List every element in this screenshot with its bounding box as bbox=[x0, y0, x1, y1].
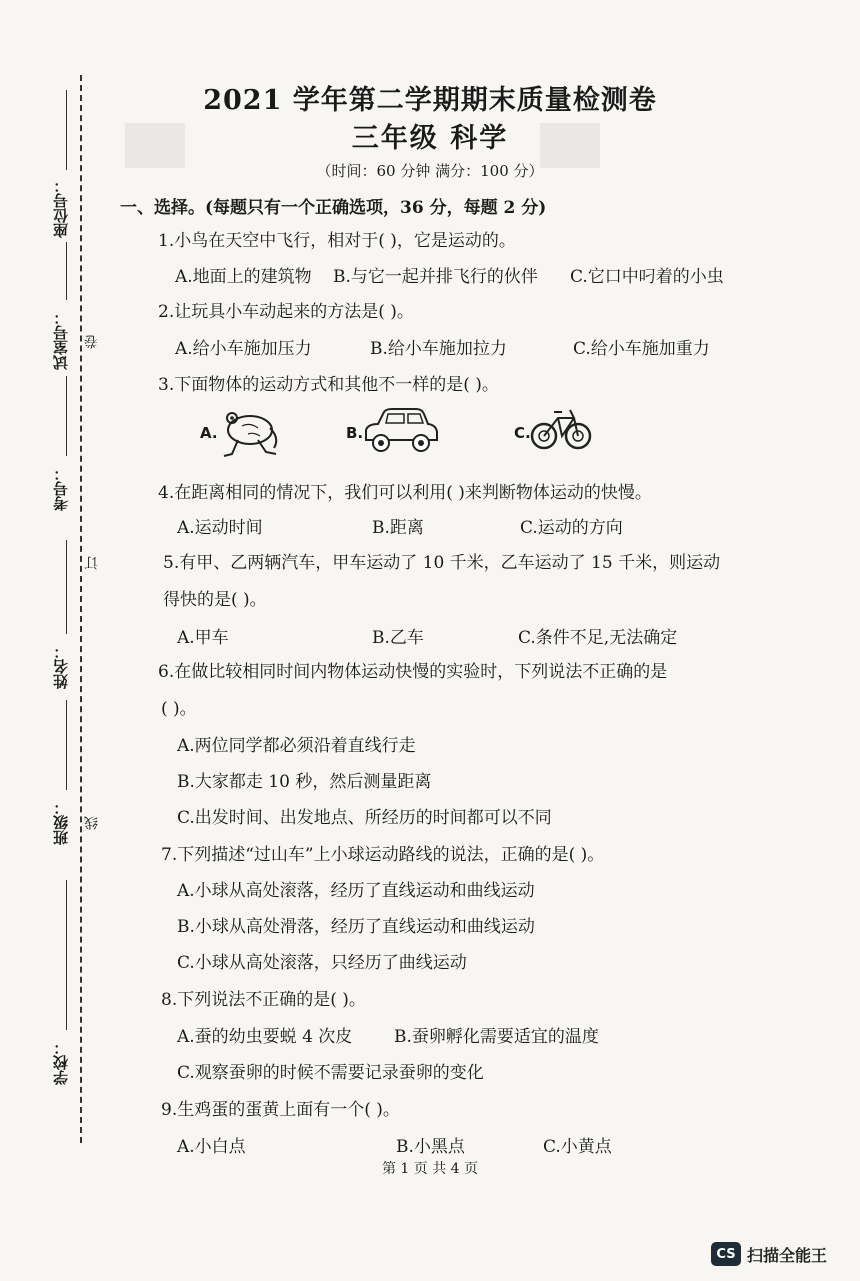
question-5-line-2: 得快的是( )。 bbox=[163, 590, 267, 610]
exam-number-label: 考号： bbox=[52, 466, 70, 511]
camscanner-logo-icon: CS bbox=[711, 1242, 741, 1266]
q4-option-c: C.运动的方向 bbox=[520, 518, 623, 538]
q6-option-c: C.出发时间、出发地点、所经历的时间都可以不同 bbox=[177, 808, 552, 828]
cut-mark-xian: 线 bbox=[84, 816, 100, 830]
q5-option-c: C.条件不足,无法确定 bbox=[518, 628, 678, 648]
q2-option-a: A.给小车施加压力 bbox=[175, 339, 312, 359]
school-label: 学校： bbox=[52, 1040, 70, 1085]
question-6-line-2: ( )。 bbox=[161, 699, 197, 719]
q4-option-b: B.距离 bbox=[372, 518, 424, 538]
scanner-watermark bbox=[711, 1242, 827, 1266]
q7-option-c: C.小球从高处滚落，只经历了曲线运动 bbox=[177, 953, 467, 973]
school-line bbox=[66, 880, 67, 1030]
frog-icon bbox=[218, 402, 283, 462]
question-4: 4.在距离相同的情况下，我们可以利用( )来判断物体运动的快慢。 bbox=[158, 483, 652, 503]
exam-subtitle: 三年级 科学 bbox=[351, 123, 509, 154]
question-7: 7.下列描述“过山车”上小球运动路线的说法，正确的是( )。 bbox=[161, 845, 605, 865]
q5-option-a: A.甲车 bbox=[177, 628, 229, 648]
bicycle-icon bbox=[530, 402, 594, 454]
class-label: 班级： bbox=[52, 800, 70, 845]
binding-dashed-line bbox=[80, 75, 82, 1143]
page-number: 第 1 页 共 4 页 bbox=[381, 1161, 479, 1177]
question-1: 1.小鸟在天空中飞行，相对于( )，它是运动的。 bbox=[158, 231, 516, 251]
q1-option-c: C.它口中叼着的小虫 bbox=[570, 267, 724, 287]
section-heading: 一、选择。(每题只有一个正确选项，36 分，每题 2 分) bbox=[120, 198, 547, 218]
cut-mark-juan: 卷 bbox=[84, 335, 100, 349]
q8-option-c: C.观察蚕卵的时候不需要记录蚕卵的变化 bbox=[177, 1063, 484, 1083]
q7-option-b: B.小球从高处滑落，经历了直线运动和曲线运动 bbox=[177, 917, 535, 937]
exam-title: 2021 学年第二学期期末质量检测卷 bbox=[203, 85, 657, 116]
question-3: 3.下面物体的运动方式和其他不一样的是( )。 bbox=[158, 375, 499, 395]
question-5-line-1: 5.有甲、乙两辆汽车，甲车运动了 10 千米，乙车运动了 15 千米，则运动 bbox=[163, 553, 721, 573]
q1-option-a: A.地面上的建筑物 bbox=[175, 267, 312, 287]
seat-number-label: 座位号： bbox=[52, 178, 70, 238]
watermark-text: 扫描全能王 bbox=[747, 1245, 828, 1265]
room-number-line bbox=[66, 242, 67, 300]
q3-option-c: C. bbox=[514, 424, 531, 442]
q2-option-c: C.给小车施加重力 bbox=[573, 339, 710, 359]
q6-option-a: A.两位同学都必须沿着直线行走 bbox=[177, 736, 416, 756]
cut-mark-ding: 订 bbox=[84, 556, 100, 570]
room-number-label: 试室号： bbox=[52, 310, 70, 370]
class-line bbox=[66, 700, 67, 790]
q5-option-b: B.乙车 bbox=[372, 628, 424, 648]
q9-option-c: C.小黄点 bbox=[543, 1137, 612, 1157]
q7-option-a: A.小球从高处滚落，经历了直线运动和曲线运动 bbox=[177, 881, 535, 901]
question-2: 2.让玩具小车动起来的方法是( )。 bbox=[158, 302, 414, 322]
exam-number-line bbox=[66, 376, 67, 456]
exam-info: （时间：60 分钟 满分：100 分） bbox=[316, 162, 544, 180]
q9-option-a: A.小白点 bbox=[177, 1137, 246, 1157]
q1-option-b: B.与它一起并排飞行的伙伴 bbox=[333, 267, 538, 287]
q3-option-a: A. bbox=[200, 424, 218, 442]
question-8: 8.下列说法不正确的是( )。 bbox=[161, 990, 366, 1010]
question-9: 9.生鸡蛋的蛋黄上面有一个( )。 bbox=[161, 1100, 400, 1120]
q3-option-b: B. bbox=[346, 424, 364, 442]
q6-option-b: B.大家都走 10 秒，然后测量距离 bbox=[177, 772, 432, 792]
name-label: 姓名： bbox=[52, 644, 70, 689]
q8-option-a: A.蚕的幼虫要蜕 4 次皮 bbox=[177, 1027, 353, 1047]
q9-option-b: B.小黑点 bbox=[396, 1137, 465, 1157]
car-icon bbox=[362, 406, 440, 456]
name-line bbox=[66, 540, 67, 634]
q2-option-b: B.给小车施加拉力 bbox=[370, 339, 507, 359]
q4-option-a: A.运动时间 bbox=[177, 518, 263, 538]
q8-option-b: B.蚕卵孵化需要适宜的温度 bbox=[394, 1027, 599, 1047]
question-6-line-1: 6.在做比较相同时间内物体运动快慢的实验时，下列说法不正确的是 bbox=[158, 662, 668, 682]
